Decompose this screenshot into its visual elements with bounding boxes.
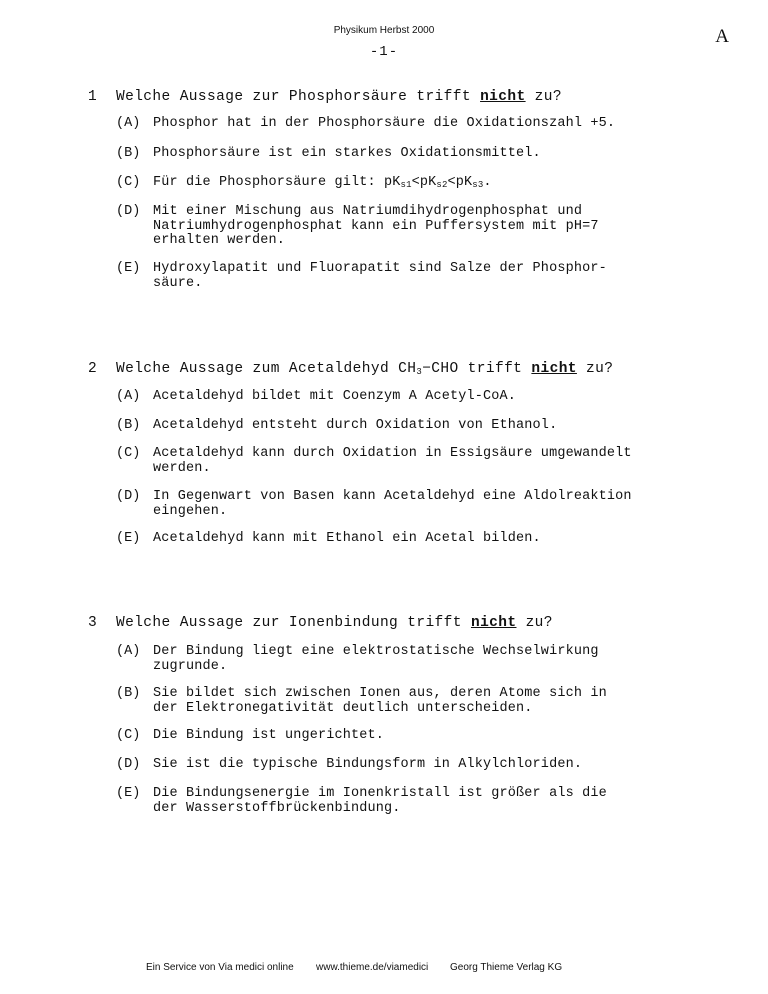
footer-url: www.thieme.de/viamedici [316, 962, 429, 973]
option-label: (B) [116, 686, 141, 701]
option-text-line: der Elektronegativität deutlich unterscheiden. [153, 700, 533, 716]
question-number: 2 [88, 361, 97, 377]
question-stem: Welche Aussage zur Ionenbindung trifft nicht zu? [116, 615, 553, 631]
option-label: (E) [116, 261, 141, 276]
option-text: Acetaldehyd kann mit Ethanol ein Acetal bilden. [153, 531, 541, 546]
option-label: (B) [116, 146, 141, 161]
option-text: Acetaldehyd bildet mit Coenzym A Acetyl-CoA. [153, 389, 517, 404]
option-text-line: eingehen. [153, 503, 228, 519]
option-label: (A) [116, 389, 141, 404]
footer-service: Ein Service von Via medici online [146, 962, 294, 973]
question-stem: Welche Aussage zur Phosphorsäure trifft nicht zu? [116, 89, 562, 105]
option-text-line: Acetaldehyd kann durch Oxidation in Essigsäure umgewandelt [153, 446, 632, 461]
option-label: (C) [116, 175, 141, 190]
option-text: Die Bindung ist ungerichtet. [153, 728, 385, 743]
version-letter: A [715, 26, 729, 47]
option-text-line: In Gegenwart von Basen kann Acetaldehyd eine Aldolreaktion [153, 489, 632, 504]
option-label: (B) [116, 418, 141, 433]
question-stem: Welche Aussage zum Acetaldehyd $CH_3-CHO$ trifft nicht zu? [116, 361, 614, 377]
option-text-line: Sie bildet sich zwischen Ionen aus, deren Atome sich in [153, 686, 607, 701]
option-text: Für die Phosphorsäure gilt: $pK_{s1}<pK_{s2}<pK_{s3}$. [153, 175, 492, 190]
option-label: (C) [116, 446, 141, 461]
option-text: Phosphor hat in der Phosphorsäure die Oxidationszahl +5. [153, 116, 616, 131]
negation-word: nicht [470, 615, 517, 631]
option-text: Sie ist die typische Bindungsform in Alkylchloriden. [153, 757, 583, 772]
negation-word: nicht [480, 89, 526, 105]
option-label: (A) [116, 644, 141, 659]
option-text-line: erhalten werden. [153, 233, 286, 248]
option-label: (A) [116, 116, 141, 131]
option-text-line: Der Bindung liegt eine elektrostatische Wechselwirkung [153, 644, 599, 659]
option-text-line: Die Bindungsenergie im Ionenkristall ist größer als die [153, 786, 607, 801]
option-text: Acetaldehyd entsteht durch Oxidation von Ethanol. [153, 418, 558, 433]
footer-publisher: Georg Thieme Verlag KG [450, 962, 563, 973]
option-label: (C) [116, 728, 141, 743]
option-text-line: werden. [153, 460, 211, 476]
option-text-line: Hydroxylapatit und Fluorapatit sind Salze der Phosphor- [153, 261, 607, 276]
option-text: Phosphorsäure ist ein starkes Oxidationsmittel. [153, 146, 541, 161]
option-text-line: der Wasserstoffbrückenbindung. [153, 800, 401, 816]
option-text-line: Mit einer Mischung aus Natriumdihydrogenphosphat und [153, 204, 583, 219]
option-label: (D) [116, 204, 141, 219]
option-label: (E) [116, 786, 141, 801]
option-label: (D) [116, 757, 141, 772]
option-text-line: zugrunde. [153, 658, 228, 674]
option-text-line: Natriumhydrogenphosphat kann ein Puffersystem mit pH=7 [153, 218, 599, 234]
page-number: -1- [369, 44, 399, 60]
option-text-line: säure. [153, 275, 203, 291]
header-title: Physikum Herbst 2000 [333, 25, 435, 36]
question-number: 1 [88, 89, 97, 105]
negation-word: nicht [531, 361, 577, 377]
question-number: 3 [88, 615, 97, 631]
option-label: (E) [116, 531, 141, 546]
option-label: (D) [116, 489, 141, 504]
